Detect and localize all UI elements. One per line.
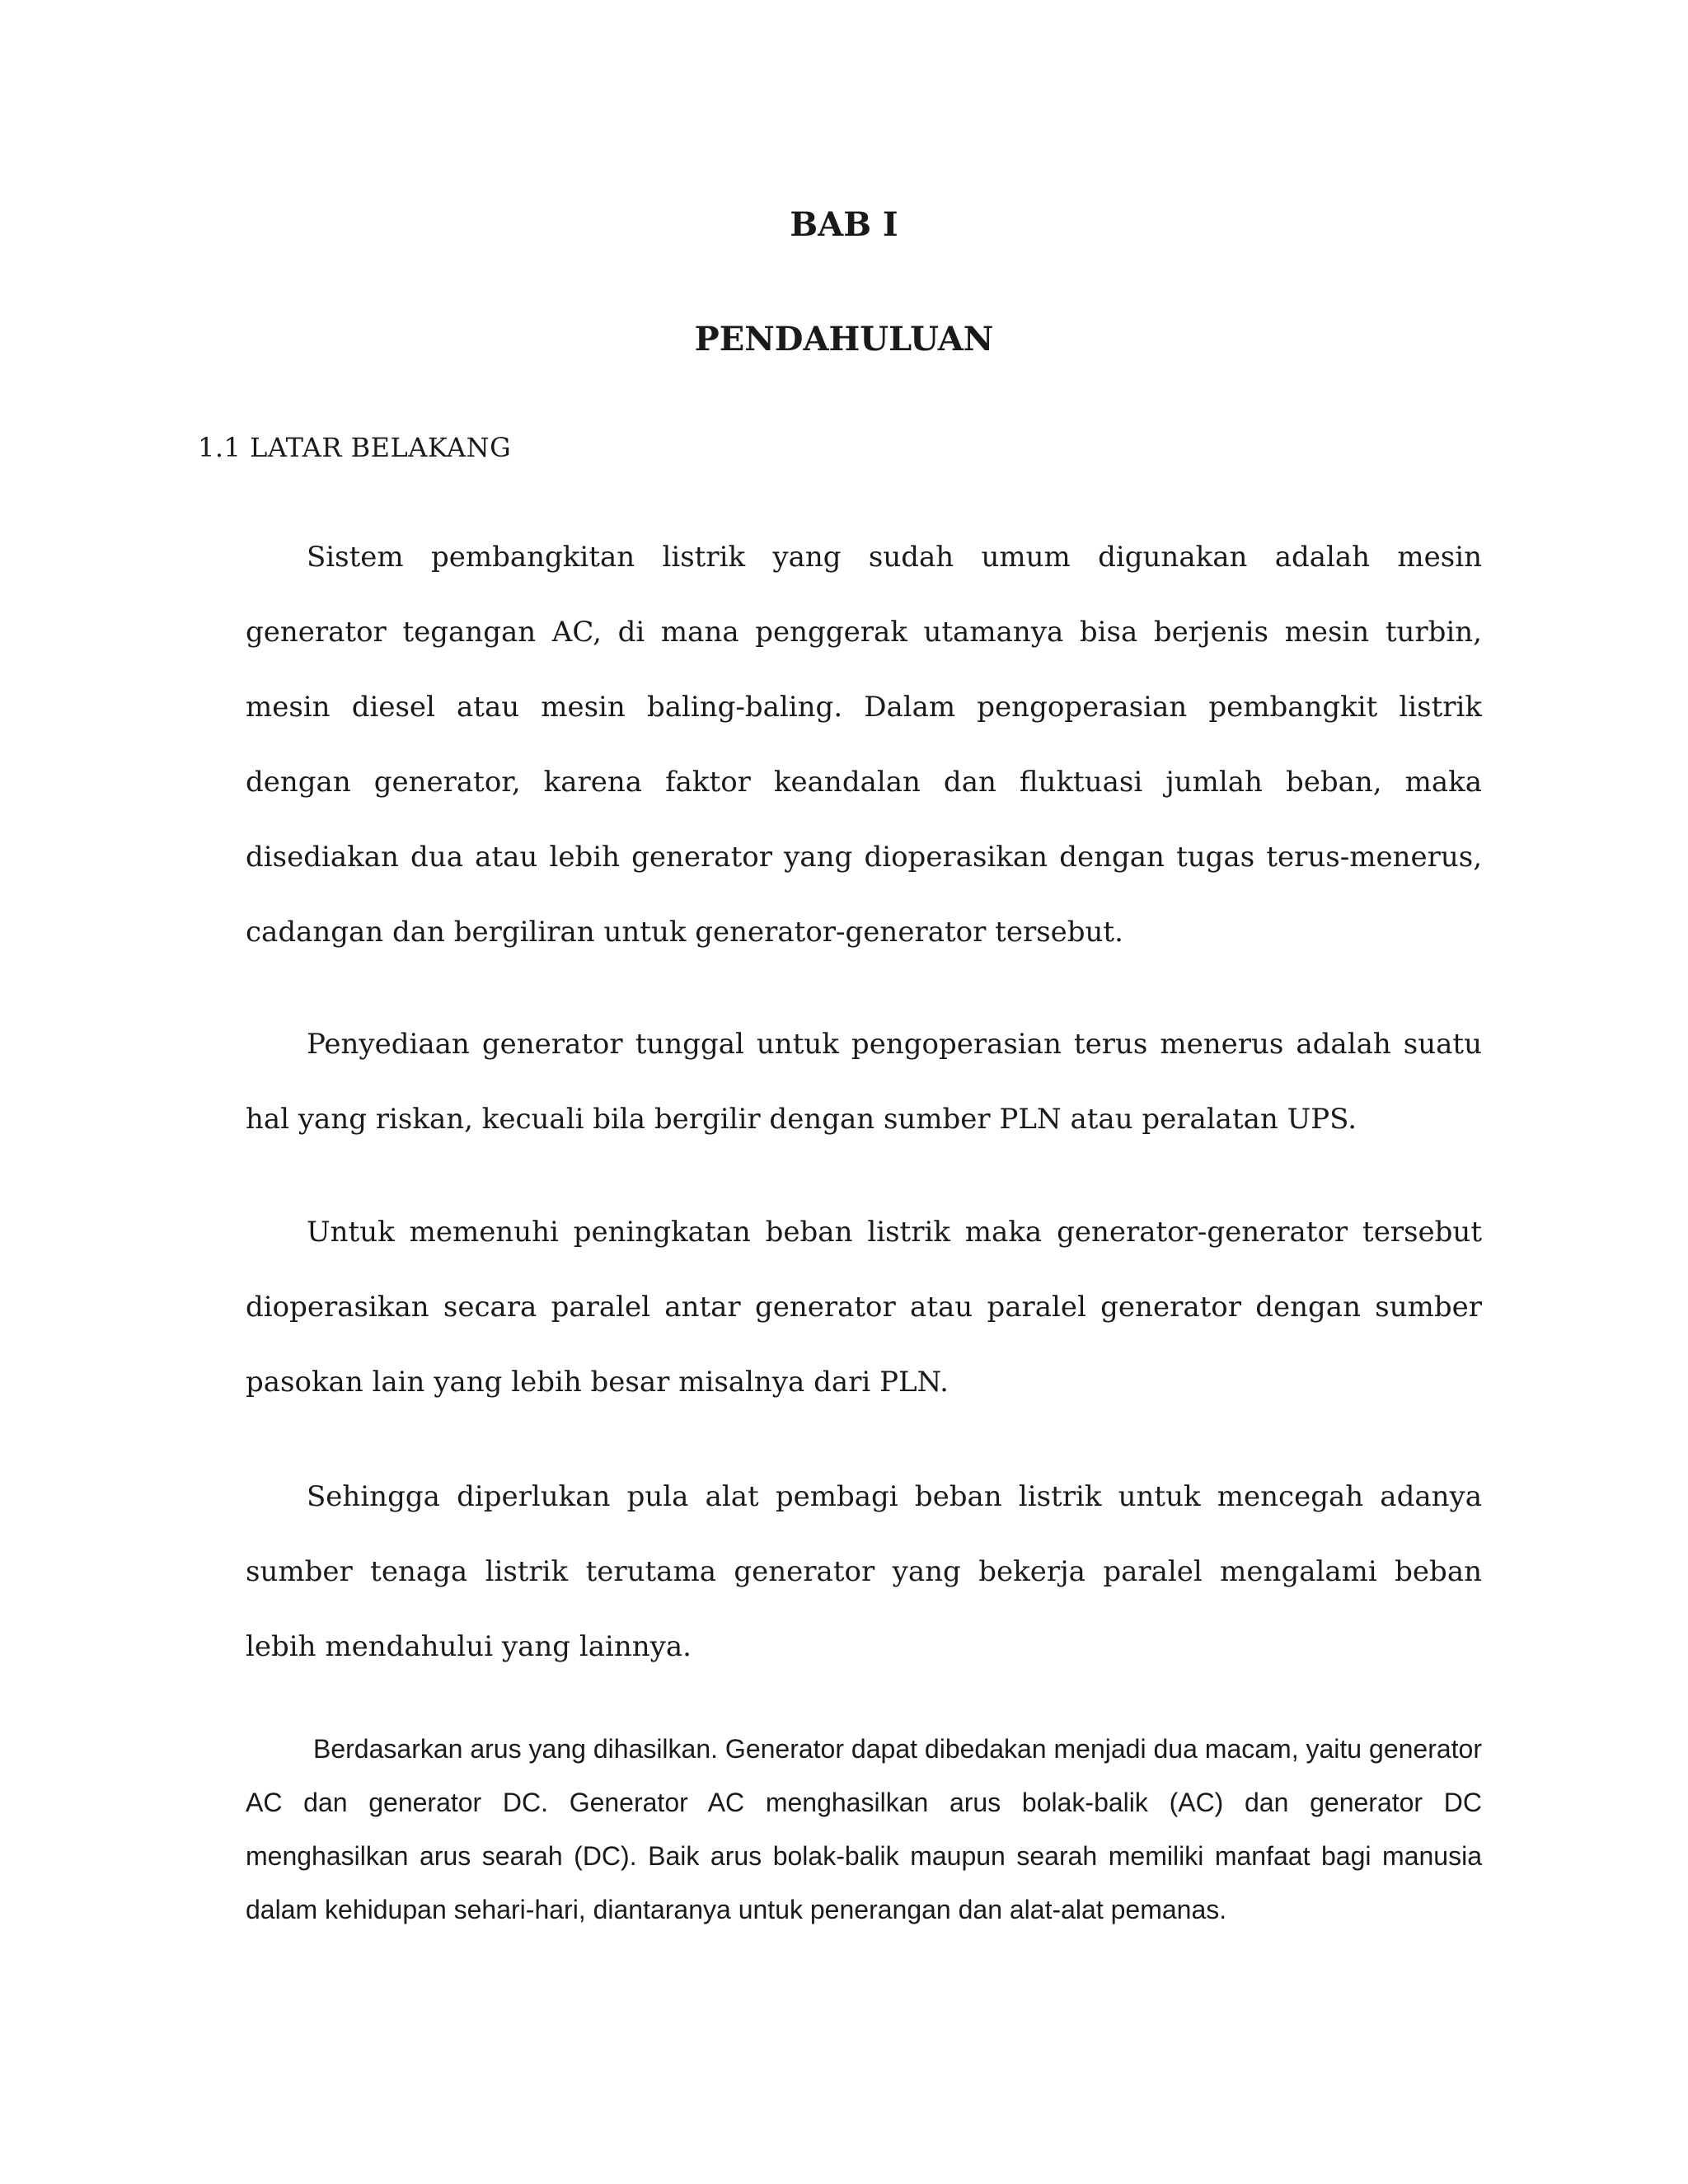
paragraph-1: Sistem pembangkitan listrik yang sudah umum digunakan adalah mesin generator tegangan AC, di mana penggerak utamanya bisa berjenis mesin turbin, mesin diesel atau mesin baling-baling. Dalam pengoperasian pembangkit listrik dengan generator, karena faktor keandalan dan fluktuasi jumlah beban, maka disediakan dua atau lebih generator yang dioperasikan dengan tugas terus-menerus, cadangan dan bergiliran untuk generator-generator tersebut. bbox=[246, 541, 1482, 949]
section-heading: 1.1 LATAR BELAKANG bbox=[198, 432, 512, 463]
paragraph-4: Sehingga diperlukan pula alat pembagi beban listrik untuk mencegah adanya sumber tenaga listrik terutama generator yang bekerja paralel mengalami beban lebih mendahului yang lainnya. bbox=[246, 1480, 1482, 1663]
paragraph-2: Penyediaan generator tunggal untuk pengoperasian terus menerus adalah suatu hal yang riskan, kecuali bila bergilir dengan sumber PLN atau peralatan UPS. bbox=[246, 1028, 1482, 1136]
paragraph-3: Untuk memenuhi peningkatan beban listrik maka generator-generator tersebut dioperasikan secara paralel antar generator atau paralel generator dengan sumber pasokan lain yang lebih besar misalnya dari PLN. bbox=[246, 1216, 1482, 1399]
chapter-title: PENDAHULUAN bbox=[694, 320, 994, 359]
chapter-label: BAB I bbox=[790, 205, 898, 244]
paragraph-5: Berdasarkan arus yang dihasilkan. Generator dapat dibedakan menjadi dua macam, yaitu generator AC dan generator DC. Generator AC menghasilkan arus bolak-balik (AC) dan generator DC menghasilkan arus searah (DC). Baik arus bolak-balik maupun searah memiliki manfaat bagi manusia dalam kehidupan sehari-hari, diantaranya untuk penerangan dan alat-alat pemanas. bbox=[246, 1734, 1482, 1924]
